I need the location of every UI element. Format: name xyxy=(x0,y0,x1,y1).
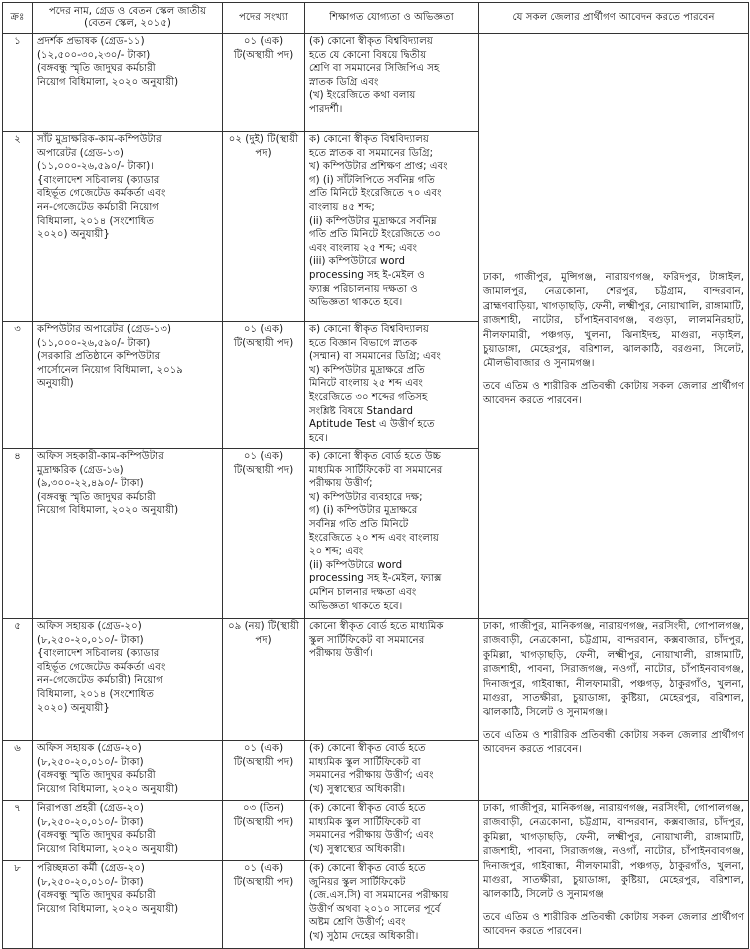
post-line: সাঁট মুদ্রাক্ষরিক-কাম-কম্পিউটার xyxy=(37,134,162,145)
qualification-line: ক) কোনো স্বীকৃত বিশ্ববিদ্যালয় xyxy=(309,134,429,145)
post-line: (৮,২৫০-২০,০১০/- টাকা) xyxy=(37,634,144,646)
qualification-cell xyxy=(305,619,479,741)
posts-count-line: ০১ (এক) টি xyxy=(233,324,284,349)
qualification-cell xyxy=(305,449,479,619)
posts-count-line: ০২ (দুই) টি xyxy=(228,134,276,145)
qualification-line: খ) কম্পিউটার ব্যবহারে দক্ষ; xyxy=(309,491,423,503)
qualification-line: ২০ শব্দ; এবং xyxy=(309,546,364,558)
qualification-line: স্কুল সার্টিফিকেট বা সমমানের xyxy=(309,634,425,646)
post-line: অপারেটর (গ্রেড-১৩) xyxy=(37,147,124,159)
qualification-line: (ক) কোনো স্বীকৃত বোর্ড হতে xyxy=(309,803,426,814)
qualification-line: অভিজ্ঞতা থাকতে হবে। xyxy=(309,297,403,309)
post-line: (৮,২৫০-২০,০১০/- টাকা) xyxy=(37,876,144,888)
header-qualification: শিক্ষাগত যোগ্যতা ও অভিজ্ঞতা xyxy=(305,3,479,34)
posts-count-cell xyxy=(223,132,305,322)
qualification-line: পারদর্শী। xyxy=(309,103,343,115)
serial-cell: ৭ xyxy=(3,801,33,861)
districts-cell xyxy=(479,619,749,801)
qualification-line: (ক) কোনো স্বীকৃত বোর্ড হতে xyxy=(309,863,426,874)
qualification-line: ফ্যাক্স পরিচালনায় দক্ষতা ও xyxy=(309,283,418,295)
qualification-cell xyxy=(305,322,479,449)
post-line: (সরকারি প্রতিষ্ঠানে কম্পিউটার xyxy=(37,351,161,363)
posts-count-line: (অস্থায়ী পদ) xyxy=(242,876,294,888)
qualification-line: সমমানের পরীক্ষায় উত্তীর্ণ; এবং xyxy=(309,770,434,782)
qualification-line: হতে বিজ্ঞান বিভাগে স্নাতক xyxy=(309,337,418,349)
qualification-line: সংশ্লিষ্ট বিষয়ে Standard xyxy=(309,405,413,417)
post-name-cell xyxy=(33,132,223,322)
qualification-line: অষ্টম শ্রেণি উত্তীর্ণ; এবং xyxy=(309,917,406,929)
post-line: নিয়োগ বিধিমালা, ২০২০ অনুযায়ী) xyxy=(37,903,179,915)
post-line: (৯,৩০০-২২,৪৯০/- টাকা) xyxy=(37,478,144,490)
qualification-line: Aptitude Test এ উত্তীর্ণ হতে xyxy=(309,419,435,431)
post-line: (৮,২৫০-২০,০১০/- টাকা) xyxy=(37,756,144,768)
posts-count-line: ০১ (এক) টি xyxy=(233,863,284,888)
qualification-line: (ii) কম্পিউটার মুদ্রাক্ষরে সর্বনিম্ন xyxy=(309,215,437,227)
qualification-line: মাধ্যমিক সার্টিফিকেট বা সমমানের xyxy=(309,464,443,476)
qualification-line: (খ) ইংরেজিতে কথা বলায় xyxy=(309,90,416,102)
post-name-cell xyxy=(33,322,223,449)
qualification-line: কোনো স্বীকৃত বোর্ড হতে মাধ্যমিক xyxy=(309,621,444,632)
post-line: কম্পিউটার অপারেটর (গ্রেড-১৩) xyxy=(37,324,172,335)
post-line: (বঙ্গবন্ধু স্মৃতি জাদুঘর কর্মচারী xyxy=(37,491,156,503)
qualification-line: বাংলায় ৪৫ শব্দ; xyxy=(309,201,375,213)
posts-count-line: ০৯ (নয়) টি xyxy=(228,621,277,632)
post-line: নিয়োগ বিধিমালা, ২০২০ অনুযায়ী) xyxy=(37,505,179,517)
districts-spacer xyxy=(483,35,744,271)
posts-count-line: ০৩ (তিন) টি xyxy=(233,803,285,828)
vacancy-table xyxy=(2,2,749,949)
post-line: অনুযায়ী) xyxy=(37,378,74,390)
post-line: নন-গেজেটেড কর্মচারী) নিয়োগ xyxy=(37,675,163,687)
qualification-line: অভিজ্ঞতা থাকতে হবে। xyxy=(309,600,403,612)
post-line: ২০২০) অনুযায়ী} xyxy=(37,229,110,241)
qualification-line: গ) (i) সাঁটলিপিতে সর্বনিম্ন গতি xyxy=(309,174,435,186)
posts-count-line: (অস্থায়ী পদ) xyxy=(242,756,294,768)
qualification-line: হতে যে কোনো বিষয়ে দ্বিতীয় xyxy=(309,49,427,61)
post-line: নন-গেজেটেড কর্মচারী নিয়োগ xyxy=(37,201,159,213)
qualification-line: এবং বাংলায় ২৫ শব্দ; এবং xyxy=(309,242,417,254)
districts-cell xyxy=(479,34,749,619)
qualification-line: (সম্মান) বা সমমানের ডিগ্রি; এবং xyxy=(309,351,441,363)
qualification-line: জুনিয়র স্কুল সার্টিফিকেট xyxy=(309,876,406,888)
post-line: মুদ্রাক্ষরিক (গ্রেড-১৬) xyxy=(37,464,124,476)
qualification-line: মিনিটে বাংলায় ২৫ শব্দ এবং xyxy=(309,378,423,390)
post-line: (১১,০০০-২৬,৫৯০/- টাকা)। xyxy=(37,161,154,173)
serial-cell: ৫ xyxy=(3,619,33,741)
qualification-line: ক) কোনো স্বীকৃত বিশ্ববিদ্যালয় xyxy=(309,324,429,335)
qualification-line: (iii) কম্পিউটারে word xyxy=(309,256,405,268)
posts-count-line: (স্থায়ী পদ) xyxy=(255,134,299,159)
posts-count-cell xyxy=(223,861,305,949)
qualification-line: (খ) সুস্বাস্থ্যের অধিকারী। xyxy=(309,843,406,855)
qualification-line: পরীক্ষায় উত্তীর্ণ; xyxy=(309,478,373,490)
districts-list: ঢাকা, গাজীপুর, মুন্সিগঞ্জ, নারায়ণগঞ্জ, ফরিদপুর, টাঙ্গাইল, জামালপুর, নেত্রকোনা, শেরপুর, চট্টগ্রাম, বান্দরবান, ব্রাহ্মণবাড়িয়া, খাগড়াছড়ি, ফেনী, লক্ষ্মীপুর, নোয়াখালি, রাঙ্গামাটি, রাজশাহী, নাটোর, চাঁপাইনবাবগঞ্জ, বগুড়া, লালমনিরহাট, নীলফামারী, পঞ্চগড়, খুলনা, ঝিনাইদহ, মাগুরা, নড়াইল, চুয়াডাঙ্গা, মেহেরপুর, বরিশাল, ঝালকাঠি, বরগুনা, সিলেট, মৌলভীবাজার ও সুনামগঞ্জ। xyxy=(483,272,745,370)
post-line: অফিস সহকারী-কাম-কম্পিউটার xyxy=(37,451,164,462)
qualification-line: উত্তীর্ণ অথবা ২০১০ সালের পূর্বে xyxy=(309,903,441,915)
qualification-line: processing সহ ই-মেইল ও xyxy=(309,269,425,281)
qualification-line: ইংরেজিতে ৩০ শব্দের গতিসহ xyxy=(309,391,428,403)
qualification-line: পরীক্ষায় উত্তীর্ণ। xyxy=(309,648,373,660)
posts-count-cell xyxy=(223,801,305,861)
serial-cell: ৬ xyxy=(3,741,33,801)
posts-count-cell xyxy=(223,619,305,741)
posts-count-line: (অস্থায়ী পদ) xyxy=(242,816,294,828)
post-line: বহির্ভূত গেজেটেড কর্মকর্তা এবং xyxy=(37,661,166,673)
post-line: {বাংলাদেশ সচিবালয় (ক্যাডার xyxy=(37,648,160,660)
table-row xyxy=(3,619,749,741)
districts-cell xyxy=(479,801,749,949)
posts-count-cell xyxy=(223,741,305,801)
table-row xyxy=(3,801,749,861)
serial-cell: ৮ xyxy=(3,861,33,949)
posts-count-line: ০১ (এক) টি xyxy=(233,743,284,768)
header-serial: ক্রঃ xyxy=(3,3,33,34)
header-districts: যে সকল জেলার প্রার্থীগণ আবেদন করতে পারবেন xyxy=(479,3,749,34)
qualification-line: স্নাতক ডিগ্রি এবং xyxy=(309,76,379,88)
post-line: বিধিমালা, ২০১৪ (সংশোধিত xyxy=(37,215,154,227)
qualification-line: (খ) সুস্বাস্থ্যের অধিকারী। xyxy=(309,783,406,795)
post-name-cell xyxy=(33,619,223,741)
qualification-line: (খ) সুঠাম দেহের অধিকারী। xyxy=(309,930,419,942)
post-name-cell xyxy=(33,449,223,619)
qualification-line: (জে.এস.সি) বা সমমানের পরীক্ষায় xyxy=(309,890,449,902)
post-line: (১২,৫০০-৩০,২৩০/- টাকা) xyxy=(37,49,151,61)
table-row xyxy=(3,34,749,132)
qualification-line: processing সহ ই-মেইল, ফ্যাক্স xyxy=(309,573,442,585)
qualification-line: ইংরেজিতে ২০ শব্দ এবং বাংলায় xyxy=(309,532,439,544)
posts-count-line: (স্থায়ী পদ) xyxy=(255,621,299,646)
districts-list: ঢাকা, গাজীপুর, মানিকগঞ্জ, নারায়ণগঞ্জ, নরসিংদী, গোপালগঞ্জ, রাজবাড়ী, নেত্রকোনা, চট্টগ্রাম, বান্দরবান, কক্সবাজার, চাঁদপুর, কুমিল্লা, খাগড়াছড়ি, ফেনী, লক্ষ্মীপুর, নোয়াখালী, রাঙ্গামাটি, রাজশাহী, পাবনা, সিরাজগঞ্জ, নওগাঁ, নাটোর, চাঁপাইনবাবগঞ্জ, দিনাজপুর, গাইবান্ধা, নীলফামারী, পঞ্চগড়, ঠাকুরগাঁও, খুলনা, মাগুরা, সাতক্ষীরা, চুয়াডাঙ্গা, কুষ্টিয়া, মেহেরপুর, বরিশাল, ঝালকাঠি, সিলেট ও সুনামগঞ্জ xyxy=(483,803,744,901)
qualification-line: ক) কোনো স্বীকৃত বোর্ড হতে উচ্চ xyxy=(309,451,441,462)
qualification-line: খ) কম্পিউটার মুদ্রাক্ষরে প্রতি xyxy=(309,364,425,376)
post-line: (বঙ্গবন্ধু স্মৃতি জাদুঘর কর্মচারী xyxy=(37,770,156,782)
post-name-cell xyxy=(33,34,223,132)
quota-note: তবে এতিম ও শারীরিক প্রতিবন্ধী কোটায় সকল জেলার প্রার্থীগণ আবেদন করতে পারবেন। xyxy=(483,911,744,938)
post-line: নিয়োগ বিধিমালা, ২০২০ অনুযায়ী) xyxy=(37,76,179,88)
qualification-line: হবে। xyxy=(309,432,328,444)
post-line: {বাংলাদেশ সচিবালয় (ক্যাডার xyxy=(37,174,160,186)
qualification-line: মাধ্যমিক স্কুল সার্টিফিকেট বা xyxy=(309,756,421,768)
quota-note: তবে এতিম ও শারীরিক প্রতিবন্ধী কোটায় সকল জেলার প্রার্থীগণ আবেদন করতে পারবেন। xyxy=(483,729,744,756)
post-line: নিরাপত্তা প্রহরী (গ্রেড-২০) xyxy=(37,803,144,814)
posts-count-line: (অস্থায়ী পদ) xyxy=(242,337,294,349)
header-post: পদের নাম, গ্রেড ও বেতন স্কেল জাতীয় (বেতন স্কেল, ২০১৫) xyxy=(33,3,223,34)
posts-count-cell xyxy=(223,449,305,619)
qualification-line: গ) (i) কম্পিউটার মুদ্রাক্ষরে xyxy=(309,505,418,517)
post-line: নিয়োগ বিধিমালা, ২০২০ অনুযায়ী) xyxy=(37,843,179,855)
post-line: নিয়োগ বিধিমালা, ২০২০ অনুযায়ী) xyxy=(37,783,179,795)
post-line: ২০২০) অনুযায়ী} xyxy=(37,702,110,714)
post-line: (বঙ্গবন্ধু স্মৃতি জাদুঘর কর্মচারী xyxy=(37,63,156,75)
qualification-cell xyxy=(305,132,479,322)
serial-cell: ৪ xyxy=(3,449,33,619)
qualification-line: সর্বনিম্ন গতি প্রতি মিনিটে xyxy=(309,518,409,530)
post-line: পরিচ্ছন্নতা কর্মী (গ্রেড-২০) xyxy=(37,863,145,874)
post-line: অফিস সহায়ক (গ্রেড-২০) xyxy=(37,621,142,632)
qualification-line: খ) কম্পিউটার প্রশিক্ষণ প্রাপ্ত; এবং xyxy=(309,161,448,173)
post-line: অফিস সহায়ক (গ্রেড-২০) xyxy=(37,743,142,754)
serial-cell: ১ xyxy=(3,34,33,132)
post-line: (বঙ্গবন্ধু স্মৃতি জাদুঘর কর্মচারী xyxy=(37,890,156,902)
post-line: বিধিমালা, ২০১৪ (সংশোধিত xyxy=(37,688,154,700)
post-line: পার্সোনেল নিয়োগ বিধিমালা, ২০১৯ xyxy=(37,364,183,376)
qualification-line: (ক) কোনো স্বীকৃত বিশ্ববিদ্যালয় xyxy=(309,36,433,47)
posts-count-line: ০১ (এক) টি xyxy=(233,451,284,476)
districts-list: ঢাকা, গাজীপুর, মানিকগঞ্জ, নারায়ণগঞ্জ, নরসিংদী, গোপালগঞ্জ, রাজবাড়ী, নেত্রকোনা, চট্টগ্রাম, বান্দরবান, কক্সবাজার, চাঁদপুর, কুমিল্লা, খাগড়াছড়ি, ফেনী, লক্ষ্মীপুর, নোয়াখালী, রাঙ্গামাটি, রাজশাহী, পাবনা, সিরাজগঞ্জ, নওগাঁ, নাটোর, চাঁপাইনবাবগঞ্জ, দিনাজপুর, গাইবান্ধা, নীলফামারী, পঞ্চগড়, ঠাকুরগাঁও, খুলনা, মাগুরা, সাতক্ষীরা, চুয়াডাঙ্গা, কুষ্টিয়া, মেহেরপুর, বরিশাল, ঝালকাঠি, সিলেট ও সুনামগঞ্জ। xyxy=(483,621,744,719)
post-name-cell xyxy=(33,801,223,861)
posts-count-line: (অস্থায়ী পদ) xyxy=(242,49,294,61)
posts-count-cell xyxy=(223,322,305,449)
qualification-line: গতি প্রতি মিনিটে ইংরেজিতে ৩০ xyxy=(309,229,441,241)
posts-count-cell xyxy=(223,34,305,132)
post-line: (৮,২৫০-২০,০১০/- টাকা) xyxy=(37,816,144,828)
posts-count-line: (অস্থায়ী পদ) xyxy=(242,464,294,476)
table-header-row xyxy=(3,3,749,34)
post-line: (বঙ্গবন্ধু স্মৃতি জাদুঘর কর্মচারী xyxy=(37,830,156,842)
post-line: বহির্ভূত গেজেটেড কর্মকর্তা এবং xyxy=(37,188,166,200)
quota-note: তবে এতিম ও শারীরিক প্রতিবন্ধী কোটায় সকল জেলার প্রার্থীগণ আবেদন করতে পারবেন। xyxy=(483,380,744,407)
qualification-line: (ii) কম্পিউটারে word xyxy=(309,559,403,571)
qualification-line: মাধ্যমিক স্কুল সার্টিফিকেট বা xyxy=(309,816,421,828)
qualification-cell xyxy=(305,861,479,949)
qualification-cell xyxy=(305,34,479,132)
post-line: (১১,০০০-২৬,৫৯০/- টাকা) xyxy=(37,337,151,349)
post-name-cell xyxy=(33,741,223,801)
qualification-cell xyxy=(305,801,479,861)
serial-cell: ৩ xyxy=(3,322,33,449)
header-posts-count: পদের সংখ্যা xyxy=(223,3,305,34)
post-name-cell xyxy=(33,861,223,949)
serial-cell: ২ xyxy=(3,132,33,322)
posts-count-line: ০১ (এক) টি xyxy=(233,36,284,61)
qualification-line: শ্রেণি বা সমমানের সিজিপিএ সহ xyxy=(309,63,440,75)
post-line: প্রদর্শক প্রভাষক (গ্রেড-১১) xyxy=(37,36,145,47)
qualification-cell xyxy=(305,741,479,801)
qualification-line: প্রতি মিনিটে ইংরেজিতে ৭০ এবং xyxy=(309,188,442,200)
qualification-line: (ক) কোনো স্বীকৃত বোর্ড হতে xyxy=(309,743,426,754)
qualification-line: সমমানের পরীক্ষায় উত্তীর্ণ; এবং xyxy=(309,830,434,842)
qualification-line: হতে স্নাতক বা সমমানের ডিগ্রি; xyxy=(309,147,434,159)
qualification-line: মেশিন চালনার দক্ষতা এবং xyxy=(309,586,417,598)
